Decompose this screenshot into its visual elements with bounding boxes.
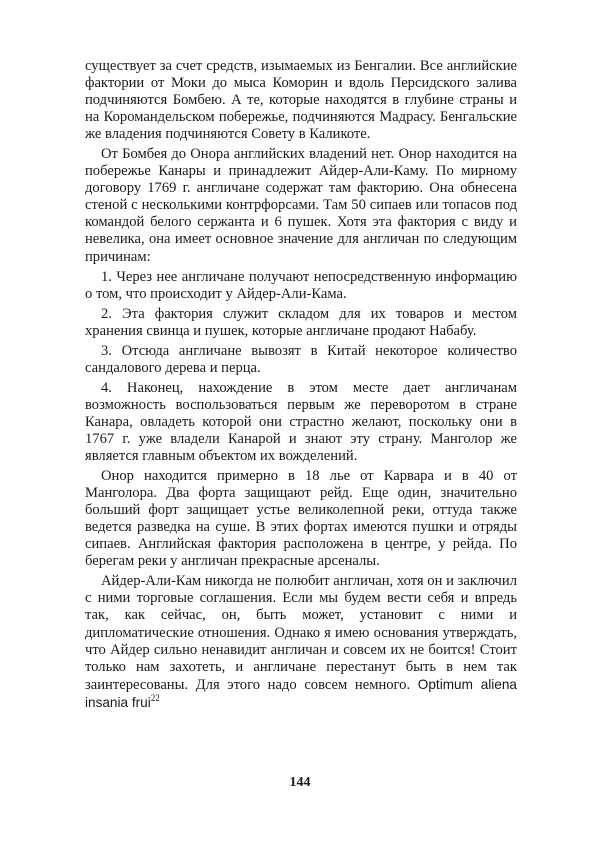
latin-phrase: Optimum aliena insania frui bbox=[85, 676, 517, 710]
paragraph-aider-text: Айдер-Али-Кам никогда не полюбит англичан, хотя он и заключил с ними торговые соглашения. Если мы будем вести себя и впредь так, как сейчас, он, быть может, установит с ними и дипломатические отношения. Однако я имею основания утверждать, что Айдер сильно ненавидит англичан и совсем их не боится! Стоит только нам захотеть, и англичане перестанут быть в нем так заинтересованы. Для этого надо совсем немного. bbox=[85, 573, 517, 693]
list-item-3: 3. Отсюда англичане вывозят в Китай некоторое количество сандалового дерева и перца. bbox=[85, 342, 517, 376]
list-item-2: 2. Эта фактория служит складом для их товаров и местом хранения свинца и пушек, которые англичане продают Набабу. bbox=[85, 305, 517, 339]
paragraph-onor-intro: От Бомбея до Онора английских владений нет. Онор находится на побережье Канары и принадлежит Айдер-Али-Каму. По мирному договору 1769 г. англичане содержат там факторию. Она обнесена стеной с несколькими контрфорсами. Там 50 сипаев или топасов под командой белого сержанта и 6 пушек. Хотя эта фактория с виду и невелика, она имеет основное значение для англичан по следующим причинам: bbox=[85, 146, 517, 265]
list-item-4: 4. Наконец, нахождение в этом месте дает англичанам возможность воспользоваться первым же переворотом в стране Канара, овладеть которой они страстно желают, поскольку они в 1767 г. уже владели Канарой и знают эту страну. Манголор же является главным объектом их вожделений. bbox=[85, 379, 517, 465]
paragraph-bengal: существует за счет средств, изымаемых из Бенгалии. Все английские фактории от Моки до мыса Коморин и вдоль Персидского залива подчиняются Бомбею. А те, которые находятся в глубине страны и на Коромандельском побережье, подчиняются Мадрасу. Бенгальские же владения подчиняются Совету в Каликоте. bbox=[85, 58, 517, 143]
page-number: 144 bbox=[289, 775, 311, 790]
list-item-1: 1. Через нее англичане получают непосредственную информацию о том, что происходит у Айдер-Али-Кама. bbox=[85, 268, 517, 302]
footnote-ref[interactable]: 22 bbox=[150, 692, 160, 703]
page-body bbox=[85, 58, 517, 712]
paragraph-aider-ali-kam bbox=[85, 573, 517, 711]
paragraph-onor-location: Онор находится примерно в 18 лье от Карвара и в 40 от Манголора. Два форта защищают рейд. Еще один, значительно больший форт защищает устье великолепной реки, оттуда также ведется разведка на суше. В этих фортах имеются пушки и отряды сипаев. Английская фактория расположена в центре, у рейда. По берегам реки у англичан прекрасные арсеналы. bbox=[85, 468, 517, 570]
